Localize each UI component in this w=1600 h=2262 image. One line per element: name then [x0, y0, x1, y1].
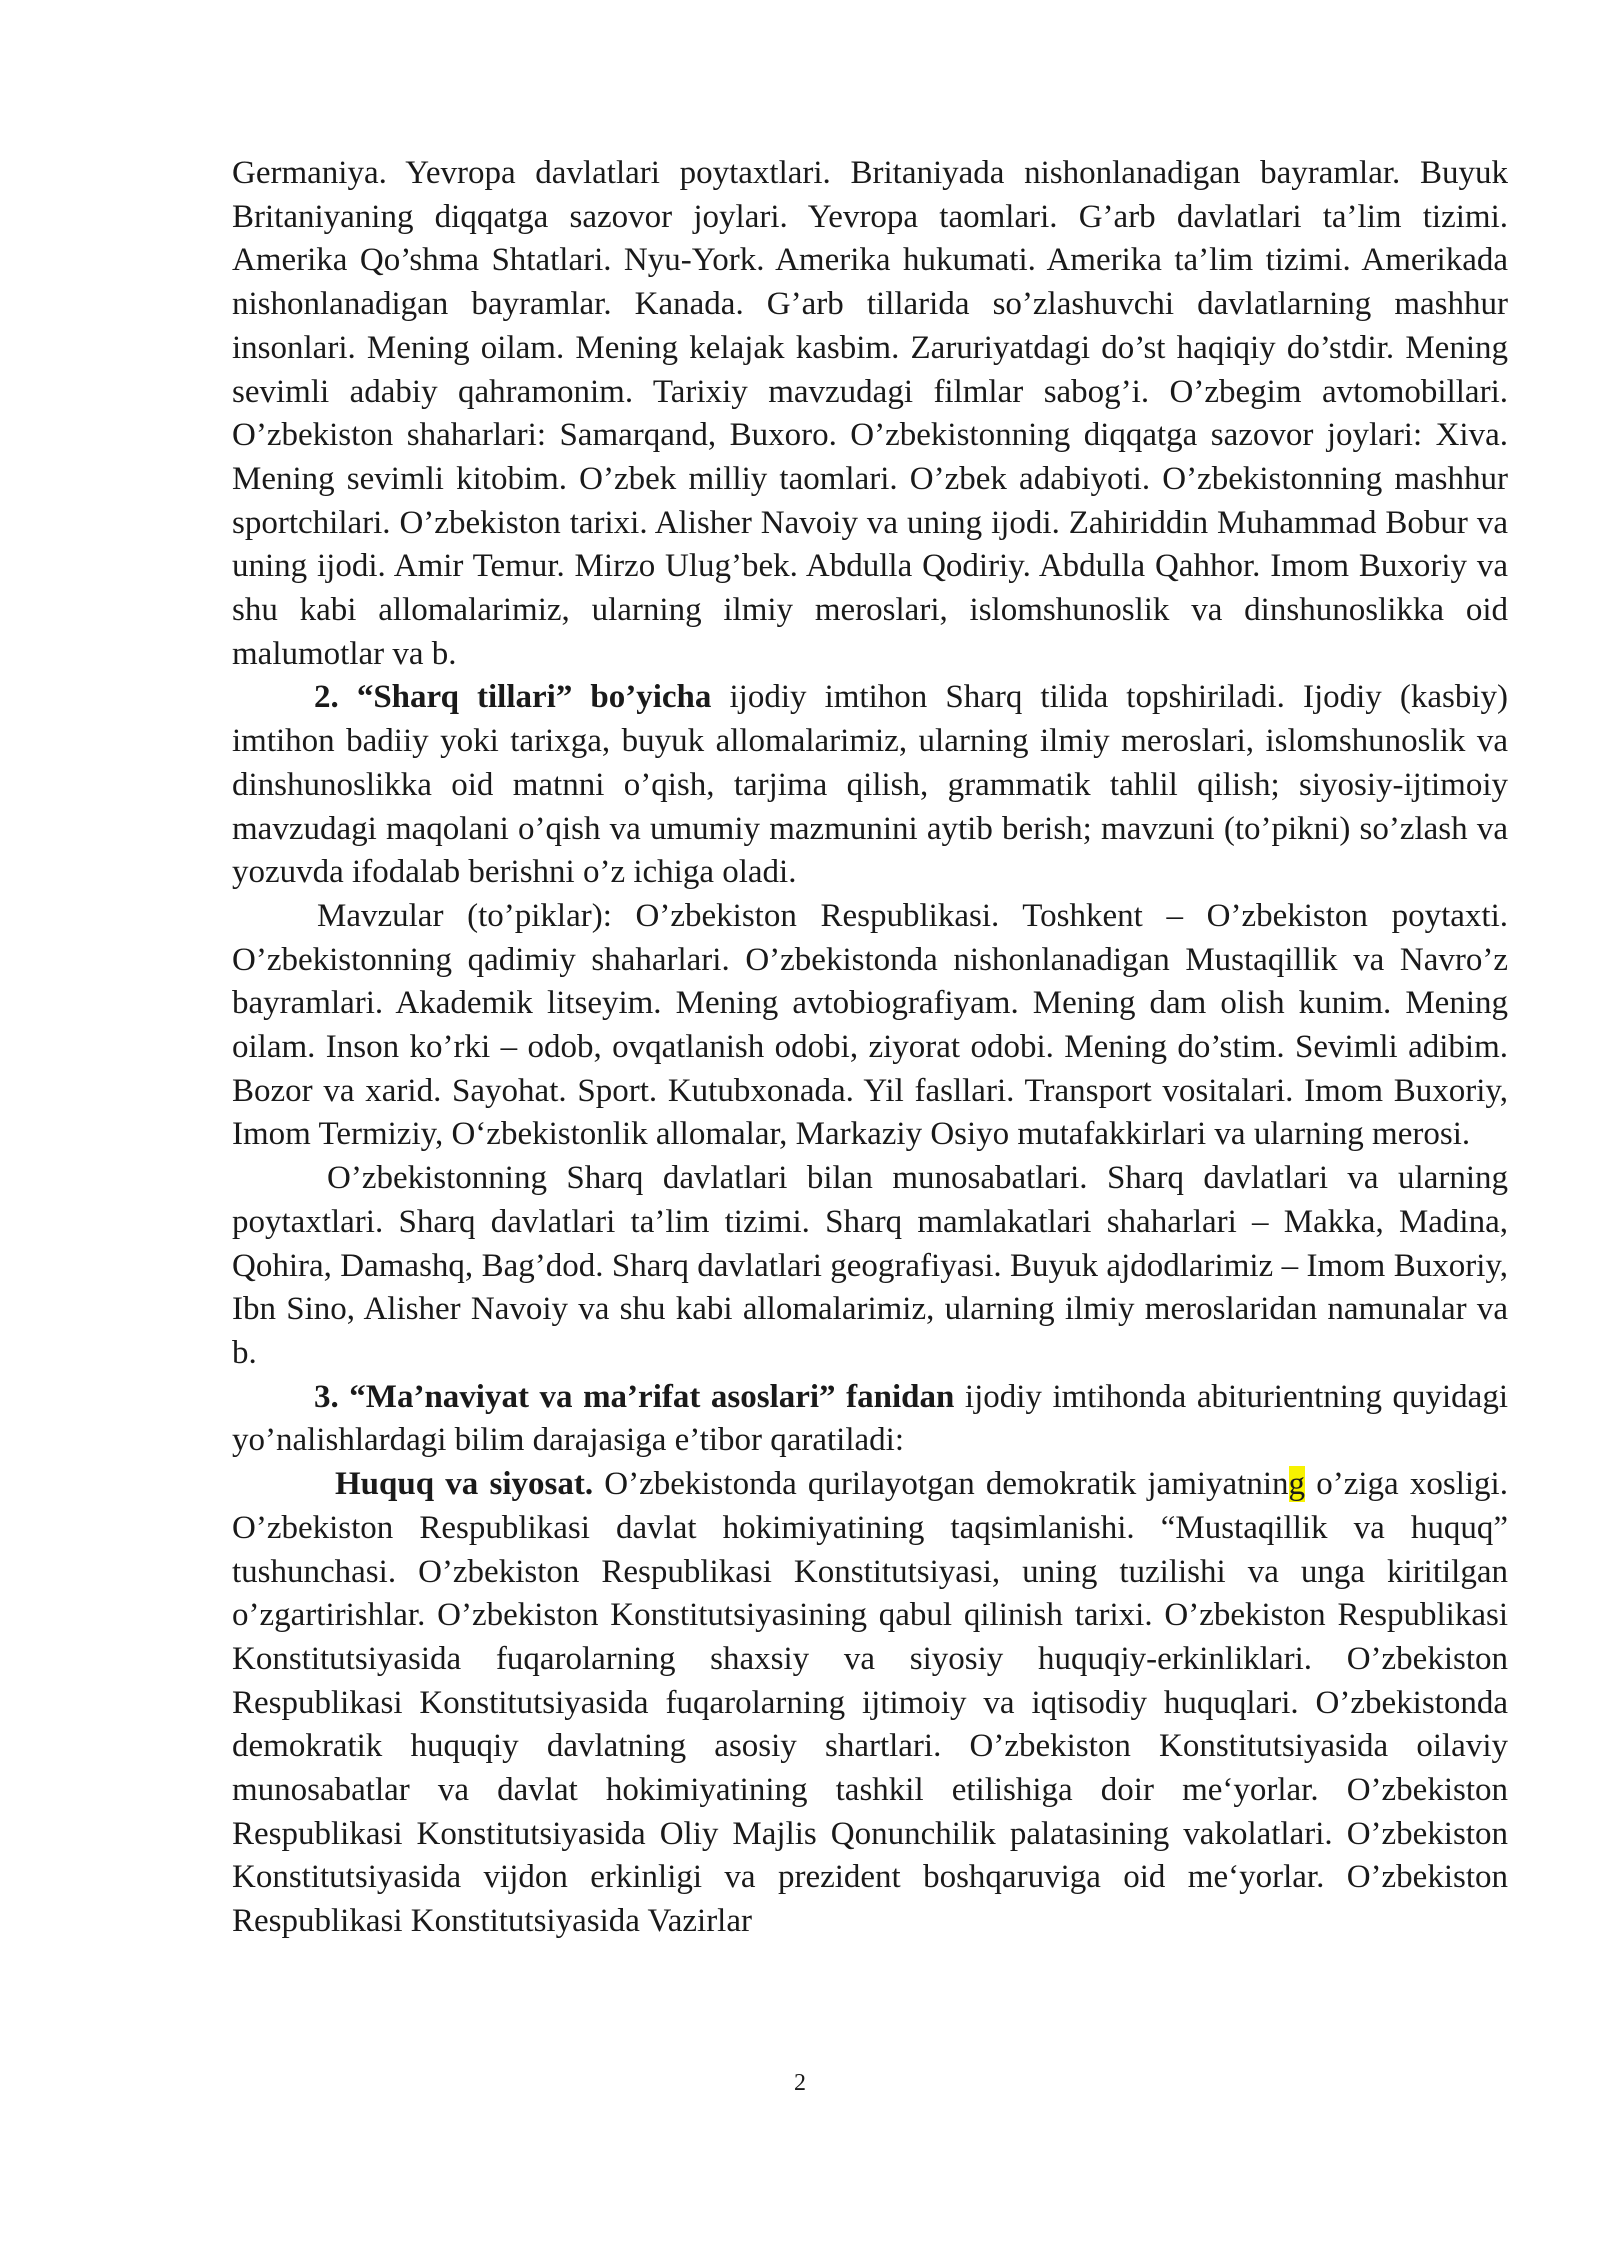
- section-heading-manaviyat: 3. “Ma’naviyat va ma’rifat asoslari” fanidan: [314, 1378, 955, 1415]
- paragraph-text: O’zbekistonda qurilayotgan demokratik jamiyatnin: [593, 1466, 1289, 1503]
- document-body: [232, 152, 1508, 1944]
- paragraph-text: O’zbekistonning Sharq davlatlari bilan munosabatlari. Sharq davlatlari va ularning poytaxtlari. Sharq davlatlari ta’lim tizimi. Sharq mamlakatlari shaharlari – Makka, Madina, Qohira, Damashq, Bag’dod. Sharq davlatlari geografiyasi. Buyuk ajdodlarimiz – Imom Buxoriy, Ibn Sino, Alisher Navoiy va shu kabi allomalarimiz, ularning ilmiy meroslaridan namunalar va b.: [232, 1160, 1508, 1371]
- paragraph-text: ijodiy imtihon Sharq tilida topshiriladi. Ijodiy (kasbiy) imtihon badiiy yoki tarixga, buyuk allomalarimiz, ularning ilmiy meroslari, islomshunoslik va dinshunoslikka oid matnni o’qish, tarjima qilish, grammatik tahlil qilish; siyosiy-ijtimoiy mavzudagi maqolani o’qish va umumiy mazmunini aytib berish; mavzuni (to’pikni) so’zlash va yozuvda ifodalab berishni o’z ichiga oladi.: [232, 679, 1508, 891]
- paragraph-topics-western: [232, 152, 1508, 676]
- paragraph-text: o’ziga xosligi. O’zbekiston Respublikasi davlat hokimiyatining taqsimlanishi. “Mustaqillik va huquq” tushunchasi. O’zbekiston Respublikasi Konstitutsiyasi, uning tuzilishi va unga kiritilgan o’zgartirishlar. O’zbekiston Konstitutsiyasining qabul qilinish tarixi. O’zbekiston Respublikasi Konstitutsiyasida fuqarolarning shaxsiy va siyosiy huquqiy-erkinliklari. O’zbekiston Respublikasi Konstitutsiyasida fuqarolarning ijtimoiy va iqtisodiy huquqlari. O’zbekistonda demokratik huquqiy davlatning asosiy shartlari. O’zbekiston Konstitutsiyasida oilaviy munosabatlar va davlat hokimiyatining tashkil etilishiga doir me‘yorlar. O’zbekiston Respublikasi Konstitutsiyasida Oliy Majlis Qonunchilik palatasining vakolatlari. O’zbekiston Konstitutsiyasida vijdon erkinligi va prezident boshqaruviga oid me‘yorlar. O’zbekiston Respublikasi Konstitutsiyasida Vazirlar: [232, 1466, 1508, 1940]
- paragraph-manaviyat: [232, 1376, 1508, 1463]
- highlighted-letter: g: [1288, 1466, 1306, 1503]
- paragraph-mavzular: [232, 895, 1508, 1157]
- page-number: 2: [794, 2070, 806, 2096]
- paragraph-text: Mavzular (to’piklar): O’zbekiston Respublikasi. Toshkent – O’zbekiston poytaxti. O’zbekistonning qadimiy shaharlari. O’zbekistonda nishonlanadigan Mustaqillik va Navro’z bayramlari. Akademik litseyim. Mening avtobiografiyam. Mening dam olish kunim. Mening oilam. Inson ko’rki – odob, ovqatlanish odobi, ziyorat odobi. Mening do’stim. Sevimli adibim. Bozor va xarid. Sayohat. Sport. Kutubxonada. Yil fasllari. Transport vositalari. Imom Buxoriy, Imom Termiziy, O‘zbekistonlik allomalar, Markaziy Osiyo mutafakkirlari va ularning merosi.: [232, 897, 1508, 1153]
- paragraph-huquq-va-siyosat: [232, 1463, 1508, 1944]
- paragraph-sharq-davlatlari: [232, 1157, 1508, 1376]
- subheading-huquq-va-siyosat: Huquq va siyosat.: [335, 1466, 594, 1503]
- paragraph-text: Germaniya. Yevropa davlatlari poytaxtlari. Britaniyada nishonlanadigan bayramlar. Buyuk Britaniyaning diqqatga sazovor joylari. Yevropa taomlari. G’arb davlatlari ta’lim tizimi. Amerika Qo’shma Shtatlari. Nyu-York. Amerika hukumati. Amerika ta’lim tizimi. Amerikada nishonlanadigan bayramlar. Kanada. G’arb tillarida so’zlashuvchi davlatlarning mashhur insonlari. Mening oilam. Mening kelajak kasbim. Zaruriyatdagi do’st haqiqiy do’stdir. Mening sevimli adabiy qahramonim. Tarixiy mavzudagi filmlar sabog’i. O’zbegim avtomobillari. O’zbekiston shaharlari: Samarqand, Buxoro. O’zbekistonning diqqatga sazovor joylari: Xiva. Mening sevimli kitobim. O’zbek milliy taomlari. O’zbek adabiyoti. O’zbekistonning mashhur sportchilari. O’zbekiston tarixi. Alisher Navoiy va uning ijodi. Zahiriddin Muhammad Bobur va uning ijodi. Amir Temur. Mirzo Ulug’bek. Abdulla Qodiriy. Abdulla Qahhor. Imom Buxoriy va shu kabi allomalarimiz, ularning ilmiy meroslari, islomshunoslik va dinshunoslikka oid malumotlar va b.: [232, 155, 1508, 672]
- paragraph-sharq-tillari: [232, 676, 1508, 895]
- section-heading-sharq-tillari: 2. “Sharq tillari” bo’yicha: [314, 679, 712, 716]
- paragraph-text: ijodiy imtihonda abiturientning quyidagi yo’nalishlardagi bilim darajasiga e’tibor qaratiladi:: [232, 1378, 1509, 1459]
